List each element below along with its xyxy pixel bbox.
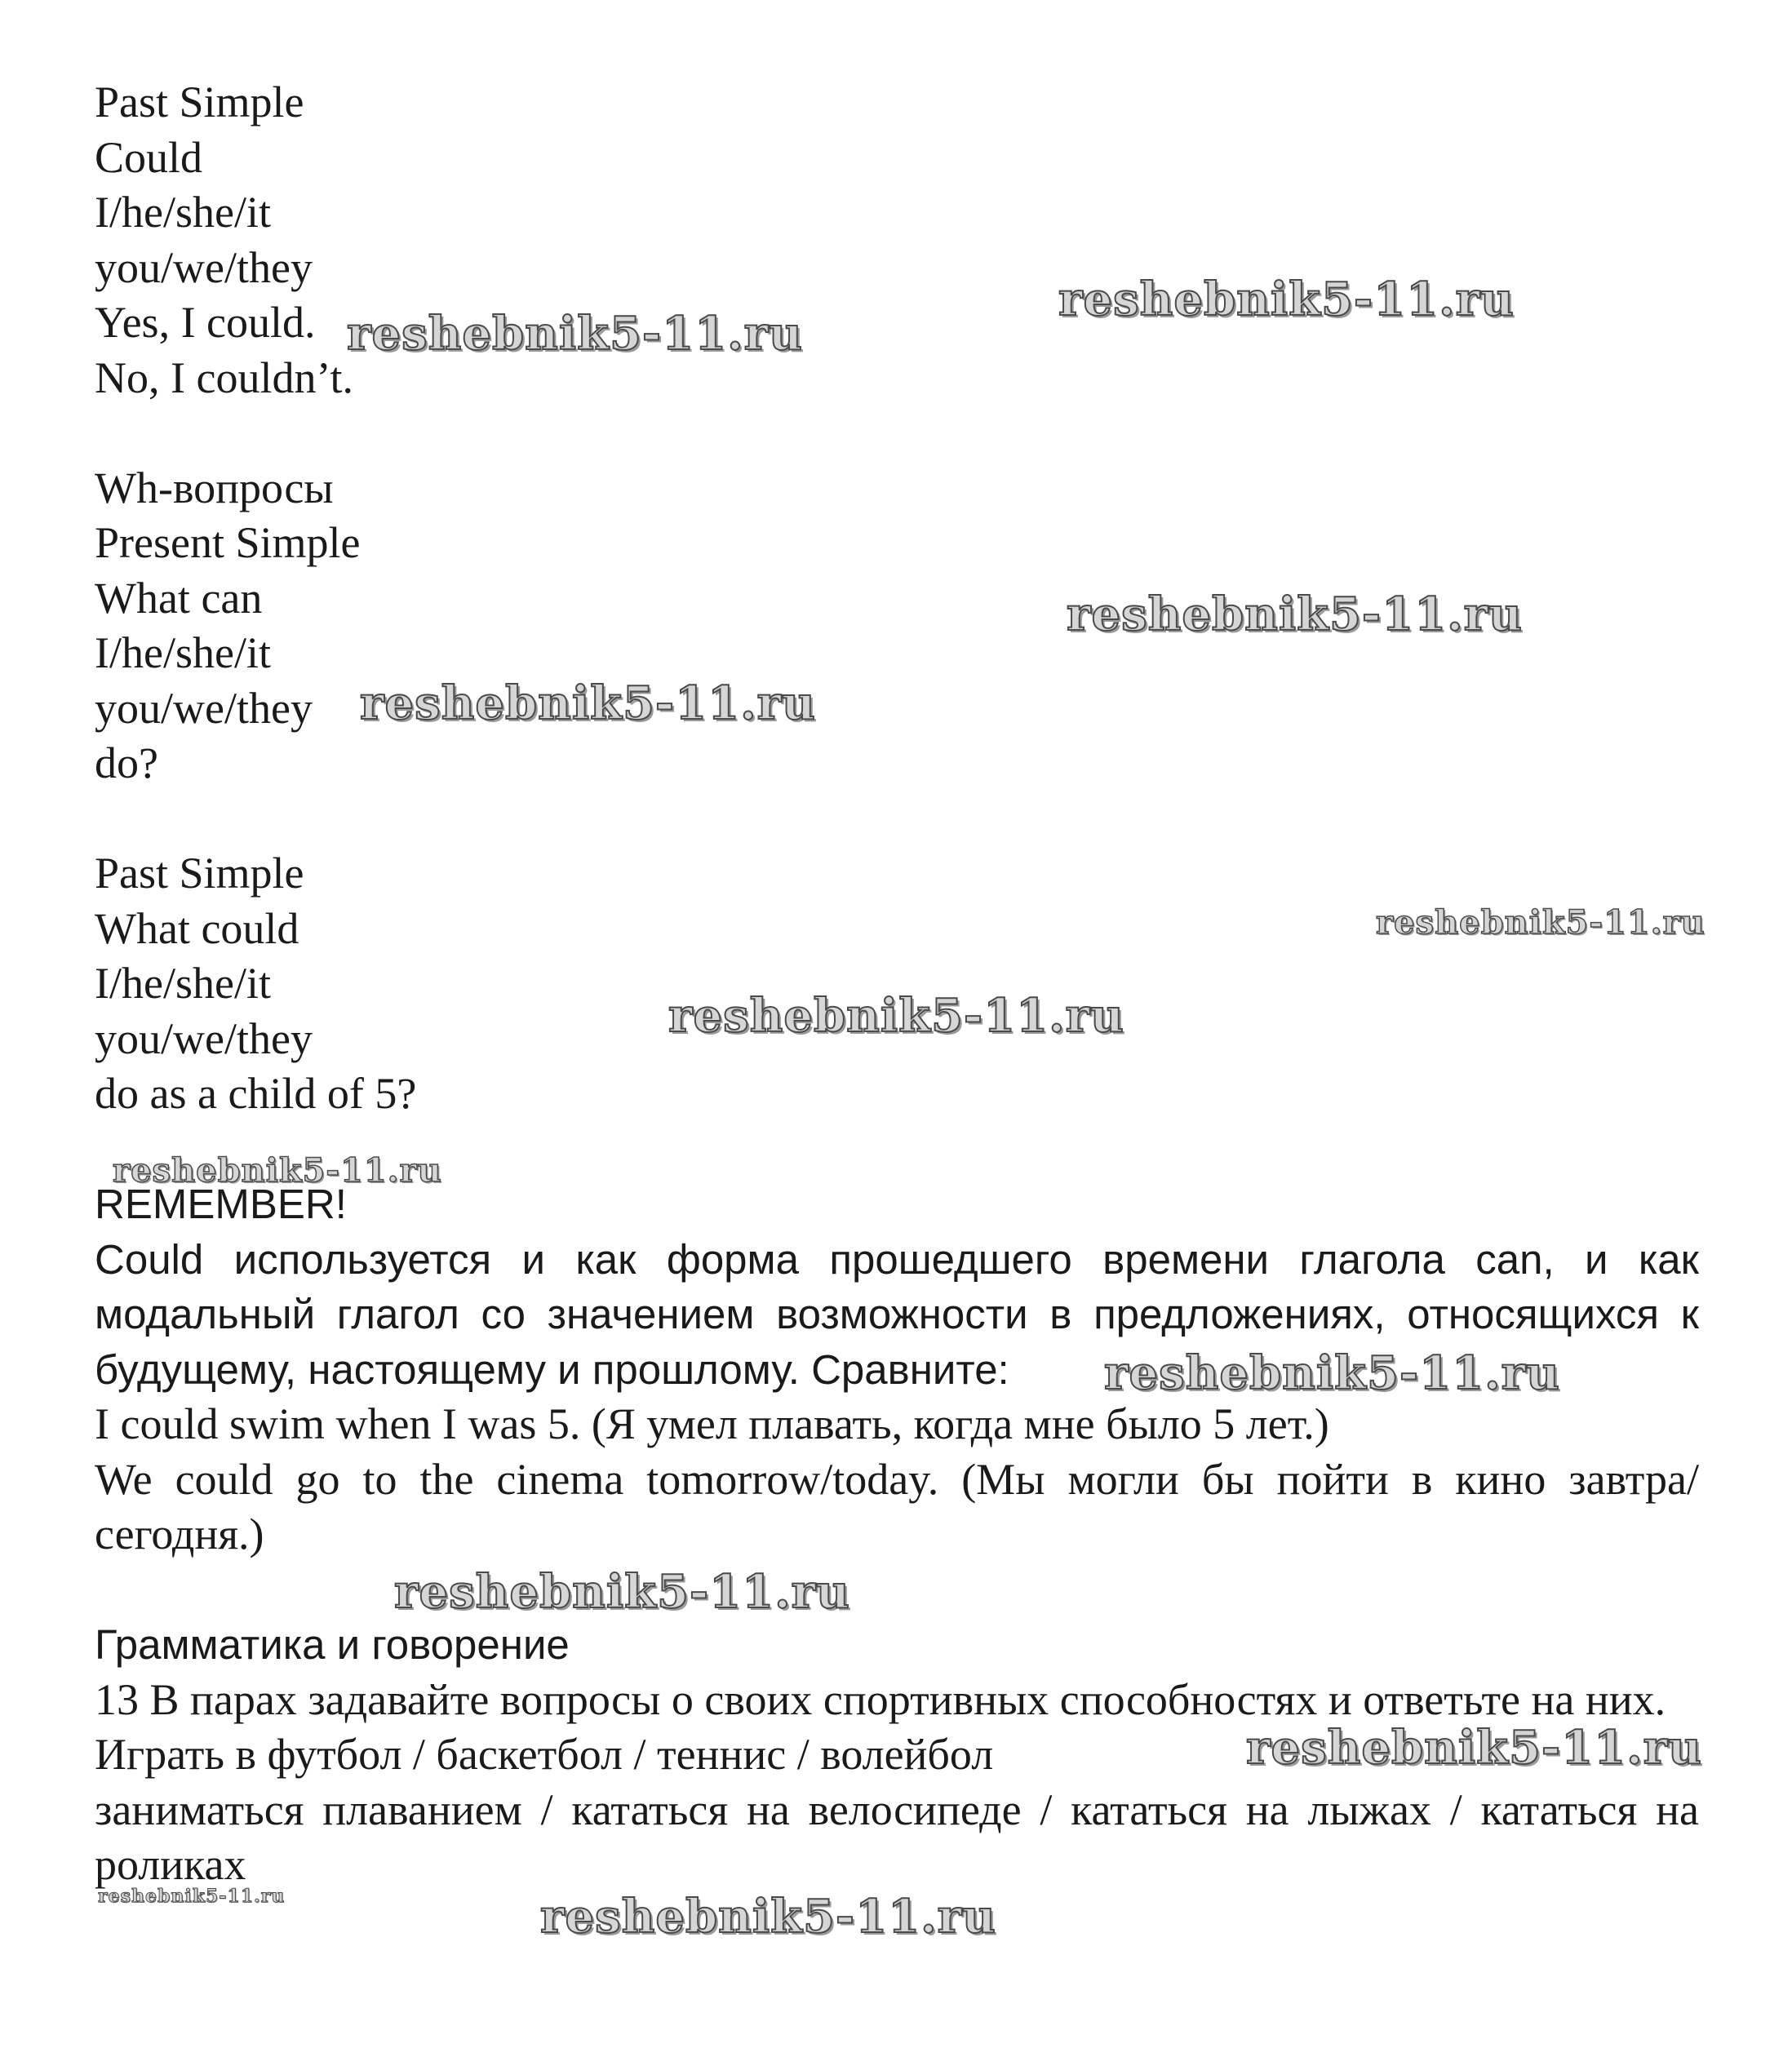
watermark: reshebnik5-11.ru	[113, 1151, 442, 1190]
remember-rule: Could используется и как форма прошедшего времени глагола can, и как модальный глагол со значением возможности в предложениях, относящихся к будущему, настоящему и прошлому. Сравните:	[95, 1235, 1699, 1393]
remember-heading: REMEMBER!	[95, 1181, 347, 1227]
pronouns-line: you/we/they	[95, 242, 313, 292]
could-label: Could	[95, 132, 203, 182]
watermark: reshebnik5-11.ru	[1246, 1721, 1702, 1775]
activities-line-1: Играть в футбол / баскетбол / теннис / волейбол	[95, 1730, 994, 1779]
do-as-child-line: do as a child of 5?	[95, 1069, 417, 1118]
watermark: reshebnik5-11.ru	[1376, 903, 1706, 942]
pronouns-line: I/he/she/it	[95, 628, 271, 677]
example-sentence-2: We could go to the cinema tomorrow/today. (Мы могли бы пойти в кино завтра/сегодня.)	[95, 1454, 1699, 1558]
watermark: reshebnik5-11.ru	[1104, 1346, 1560, 1400]
watermark: reshebnik5-11.ru	[1067, 587, 1523, 641]
present-simple-label: Present Simple	[95, 518, 361, 567]
example-sentence-1: I could swim when I was 5. (Я умел плавать, когда мне было 5 лет.)	[95, 1399, 1329, 1448]
spacer	[95, 791, 1699, 847]
document-page	[95, 75, 1699, 1893]
watermark: reshebnik5-11.ru	[360, 676, 816, 730]
watermark: reshebnik5-11.ru	[540, 1890, 996, 1944]
do-question-line: do?	[95, 738, 158, 787]
wh-questions-heading: Wh-вопросы	[95, 463, 334, 512]
watermark: reshebnik5-11.ru	[347, 307, 803, 361]
task-13: 13 В парах задавайте вопросы о своих спортивных способностях и ответьте на них.	[95, 1674, 1666, 1724]
watermark: reshebnik5-11.ru	[668, 989, 1124, 1043]
past-simple-label: Past Simple	[95, 849, 304, 898]
watermark: reshebnik5-11.ru	[98, 1886, 286, 1907]
past-simple-label: Past Simple	[95, 78, 304, 126]
pronouns-line: you/we/they	[95, 683, 313, 733]
watermark: reshebnik5-11.ru	[394, 1565, 850, 1619]
spacer	[95, 406, 1699, 461]
pronouns-line: you/we/they	[95, 1013, 313, 1063]
no-answer: No, I couldn’t.	[95, 352, 353, 402]
spacer	[95, 1563, 1699, 1618]
spacer	[95, 1122, 1699, 1177]
grammar-heading: Грамматика и говорение	[95, 1621, 570, 1668]
watermark: reshebnik5-11.ru	[1058, 273, 1515, 326]
pronouns-line: I/he/she/it	[95, 188, 271, 237]
pronouns-line: I/he/she/it	[95, 959, 271, 1008]
yes-answer: Yes, I could.	[95, 298, 316, 347]
what-can-line: What can	[95, 573, 263, 623]
activities-line-2: заниматься плаванием / кататься на велосипеде / кататься на лыжах / кататься на роликах	[95, 1784, 1699, 1889]
what-could-line: What could	[95, 903, 299, 953]
